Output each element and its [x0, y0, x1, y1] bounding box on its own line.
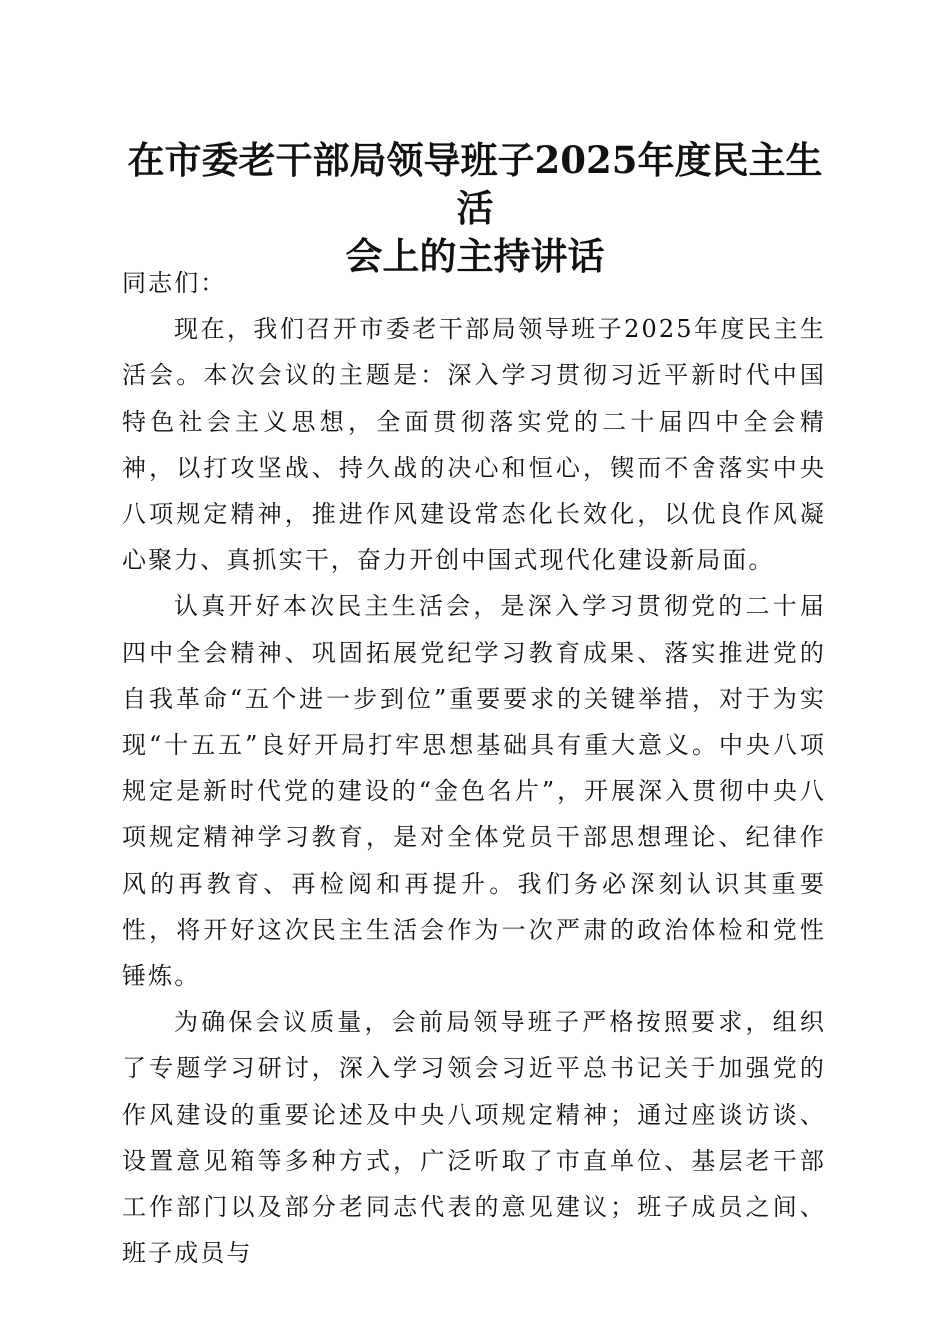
salutation: 同志们：: [122, 269, 227, 297]
paragraph-1: 现在，我们召开市委老干部局领导班子2025年度民主生活会。本次会议的主题是：深入学习贯彻习近平新时代中国特色社会主义思想，全面贯彻落实党的二十届四中全会精神，以打攻坚战、持久战的决心和恒心，锲而不舍落实中央八项规定精神，推进作风建设常态化长效化，以优良作风凝心聚力、真抓实干，奋力开创中国式现代化建设新局面。: [122, 315, 826, 575]
document-body: [122, 260, 826, 1276]
title-line-2: 会上的主持讲话: [345, 234, 605, 278]
document-title: [110, 136, 840, 280]
paragraph-2: 认真开好本次民主生活会，是深入学习贯彻党的二十届四中全会精神、巩固拓展党纪学习教育成果、落实推进党的自我革命“五个进一步到位”重要要求的关键举措，对于为实现“十五五”良好开局打牢思想基础具有重大意义。中央八项规定是新时代党的建设的“金色名片”，开展深入贯彻中央八项规定精神学习教育，是对全体党员干部思想理论、纪律作风的再教育、再检阅和再提升。我们务必深刻认识其重要性，将开好这次民主生活会作为一次严肃的政治体检和党性锤炼。: [122, 592, 826, 991]
title-line-1: 在市委老干部局领导班子2025年度民主生活: [127, 138, 823, 230]
paragraph-3: 为确保会议质量，会前局领导班子严格按照要求，组织了专题学习研讨，深入学习领会习近平总书记关于加强党的作风建设的重要论述及中央八项规定精神；通过座谈访谈、设置意见箱等多种方式，广泛听取了市直单位、基层老干部工作部门以及部分老同志代表的意见建议；班子成员之间、班子成员与: [122, 1008, 826, 1268]
